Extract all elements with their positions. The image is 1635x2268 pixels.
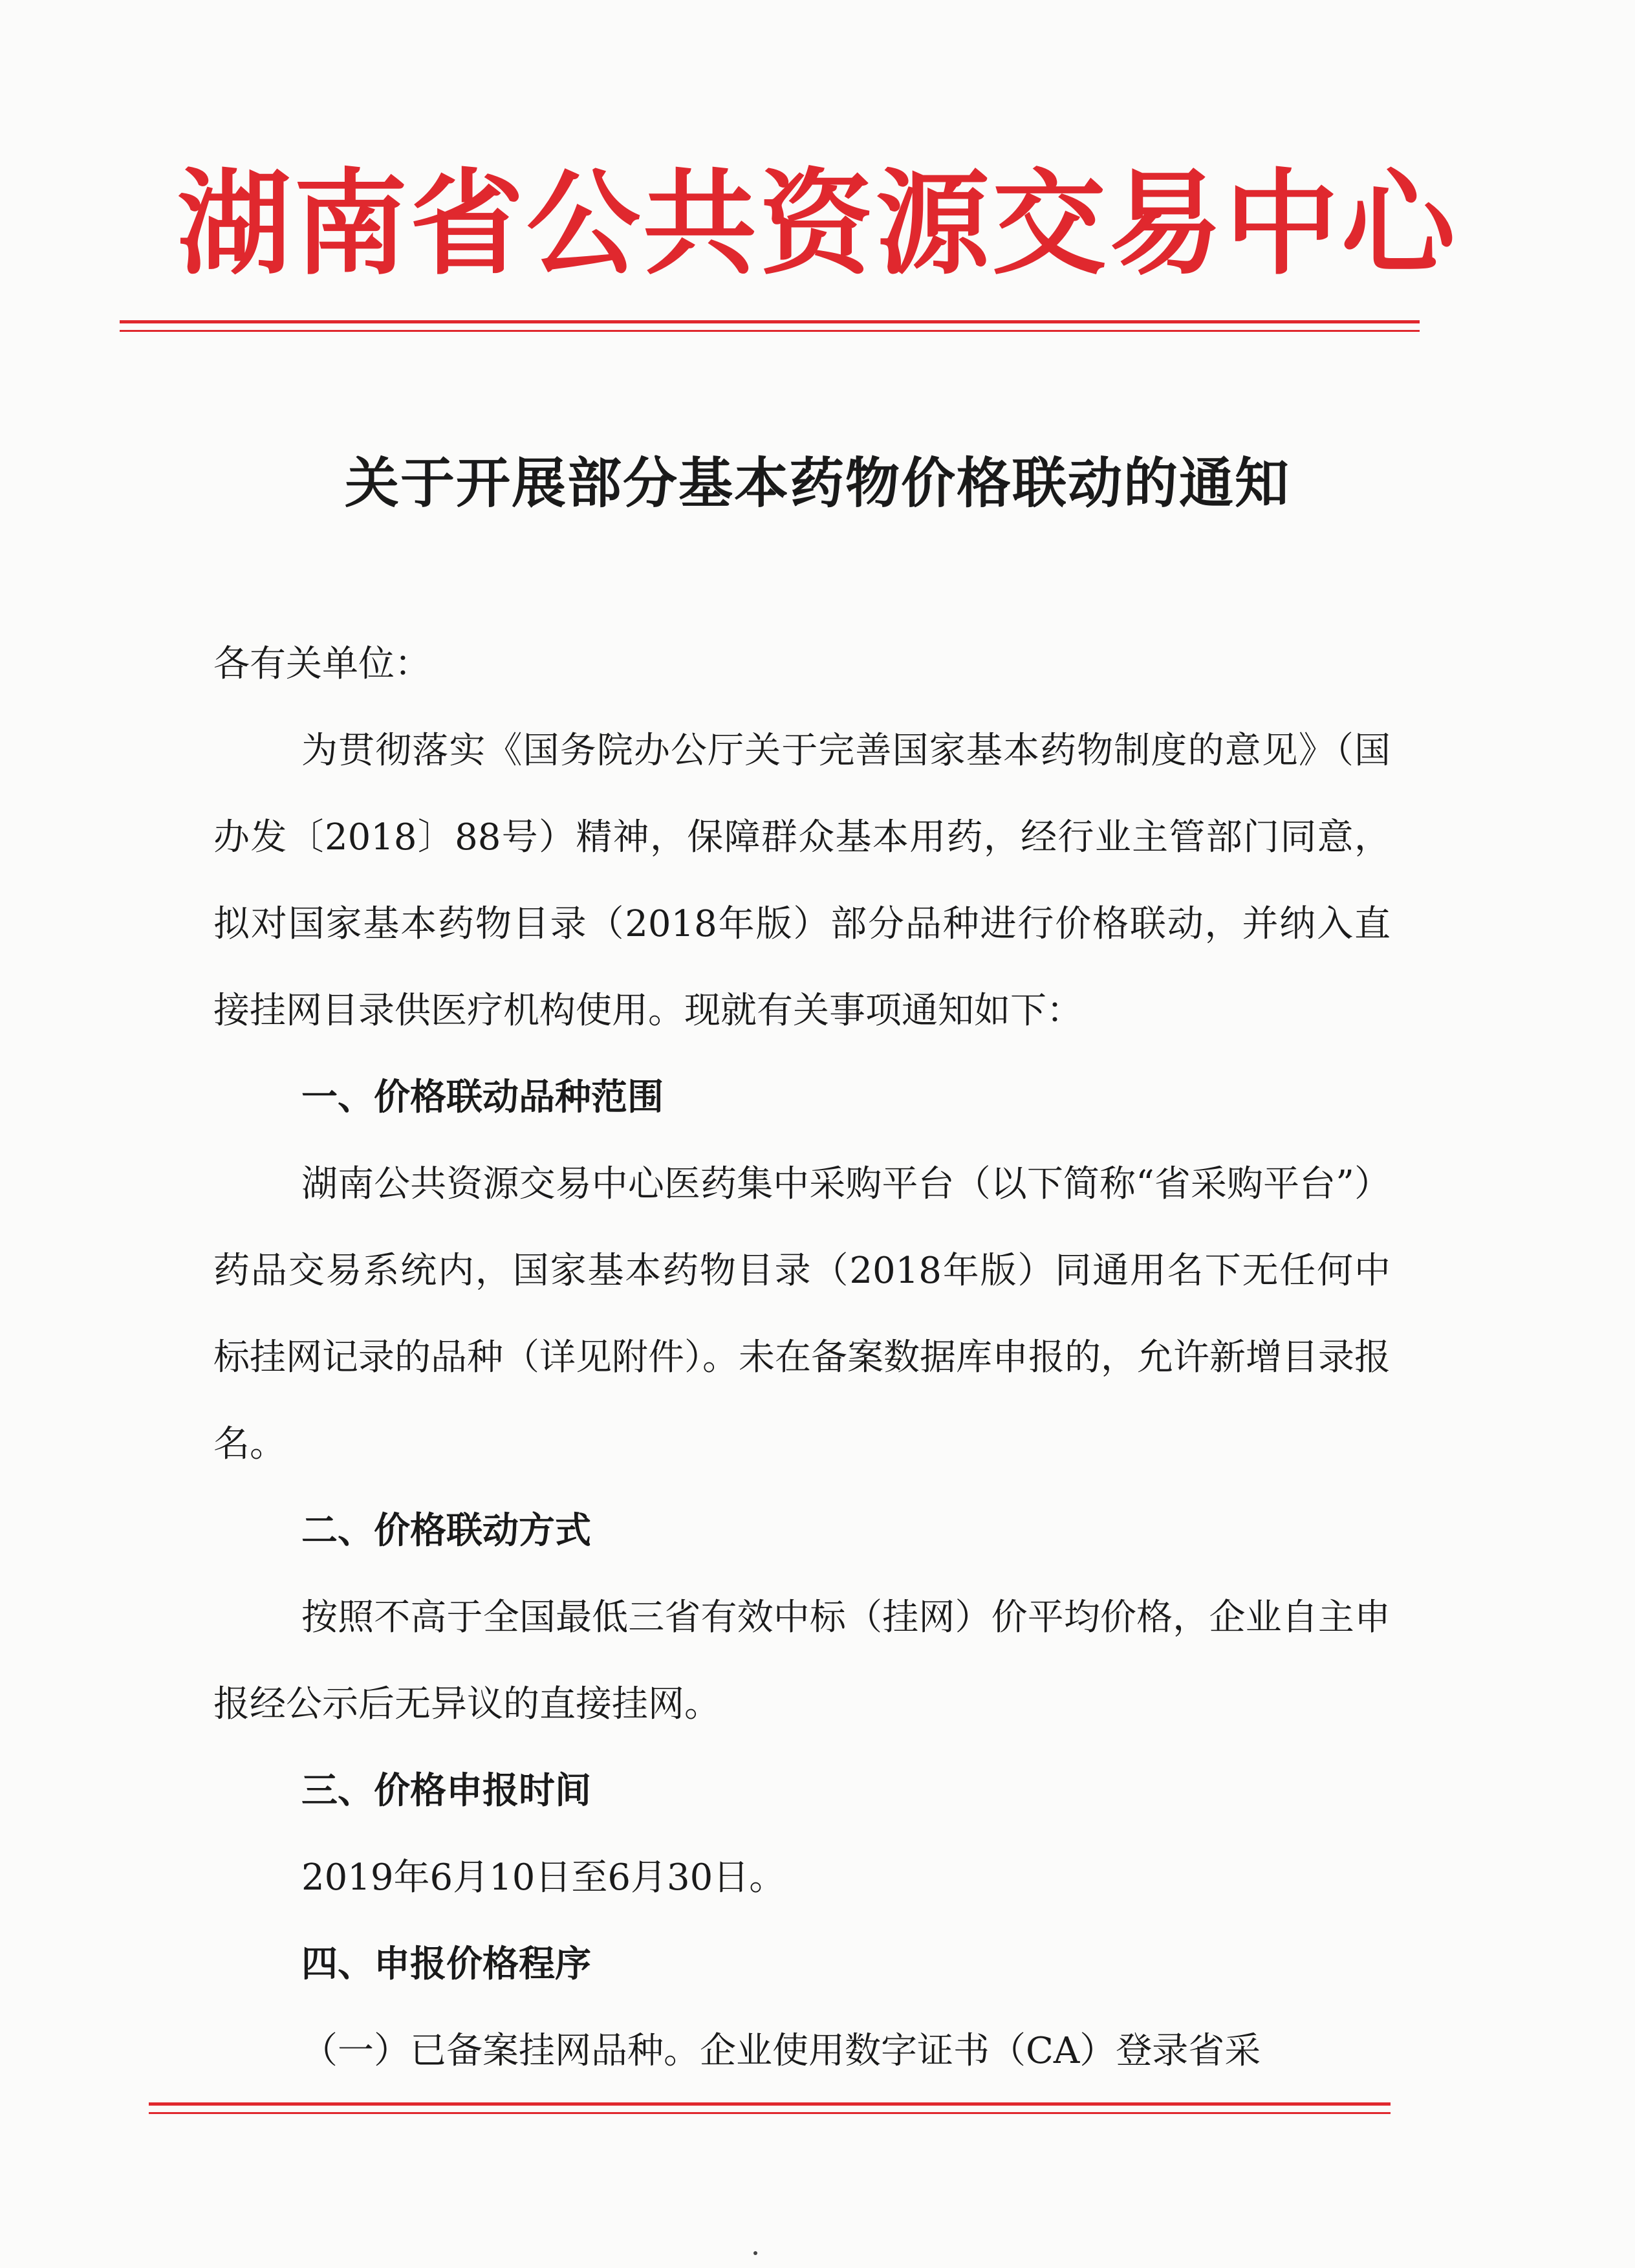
salutation: 各有关单位： — [213, 643, 431, 685]
section-4-heading: 四、申报价格程序 — [301, 1943, 591, 1985]
footer-dot — [753, 2251, 757, 2255]
document-body — [213, 621, 1391, 2095]
section-2-text: 按照不高于全国最低三省有效中标（挂网）价平均价格，企业自主申报经公示后无异议的直接挂网。 — [213, 1597, 1391, 1725]
footer-rule-top — [149, 2102, 1391, 2106]
section-1-text: 湖南公共资源交易中心医药集中采购平台（以下简称“省采购平台”）药品交易系统内，国家基本药物目录（2018年版）同通用名下无任何中标挂网记录的品种（详见附件）。未在备案数据库申报的，允许新增目录报名。 — [213, 1163, 1391, 1465]
document-title: 关于开展部分基本药物价格联动的通知 — [344, 452, 1290, 515]
section-3-text: 2019年6月10日至6月30日。 — [301, 1857, 786, 1899]
masthead-rule-top — [120, 320, 1420, 323]
intro-paragraph: 为贯彻落实《国务院办公厅关于完善国家基本药物制度的意见》（国办发〔2018〕88号）精神，保障群众基本用药，经行业主管部门同意，拟对国家基本药物目录（2018年版）部分品种进行价格联动，并纳入直接挂网目录供医疗机构使用。现就有关事项通知如下： — [213, 730, 1391, 1032]
section-3-heading: 三、价格申报时间 — [301, 1770, 591, 1812]
masthead-rule-bottom — [120, 330, 1420, 332]
section-2-heading: 二、价格联动方式 — [301, 1510, 591, 1552]
masthead: 湖南省公共资源交易中心 — [177, 158, 1458, 290]
section-1-heading: 一、价格联动品种范围 — [301, 1076, 664, 1118]
footer-rule-bottom — [149, 2112, 1391, 2114]
section-4-text: （一）已备案挂网品种。企业使用数字证书（CA）登录省采 — [301, 2030, 1261, 2072]
